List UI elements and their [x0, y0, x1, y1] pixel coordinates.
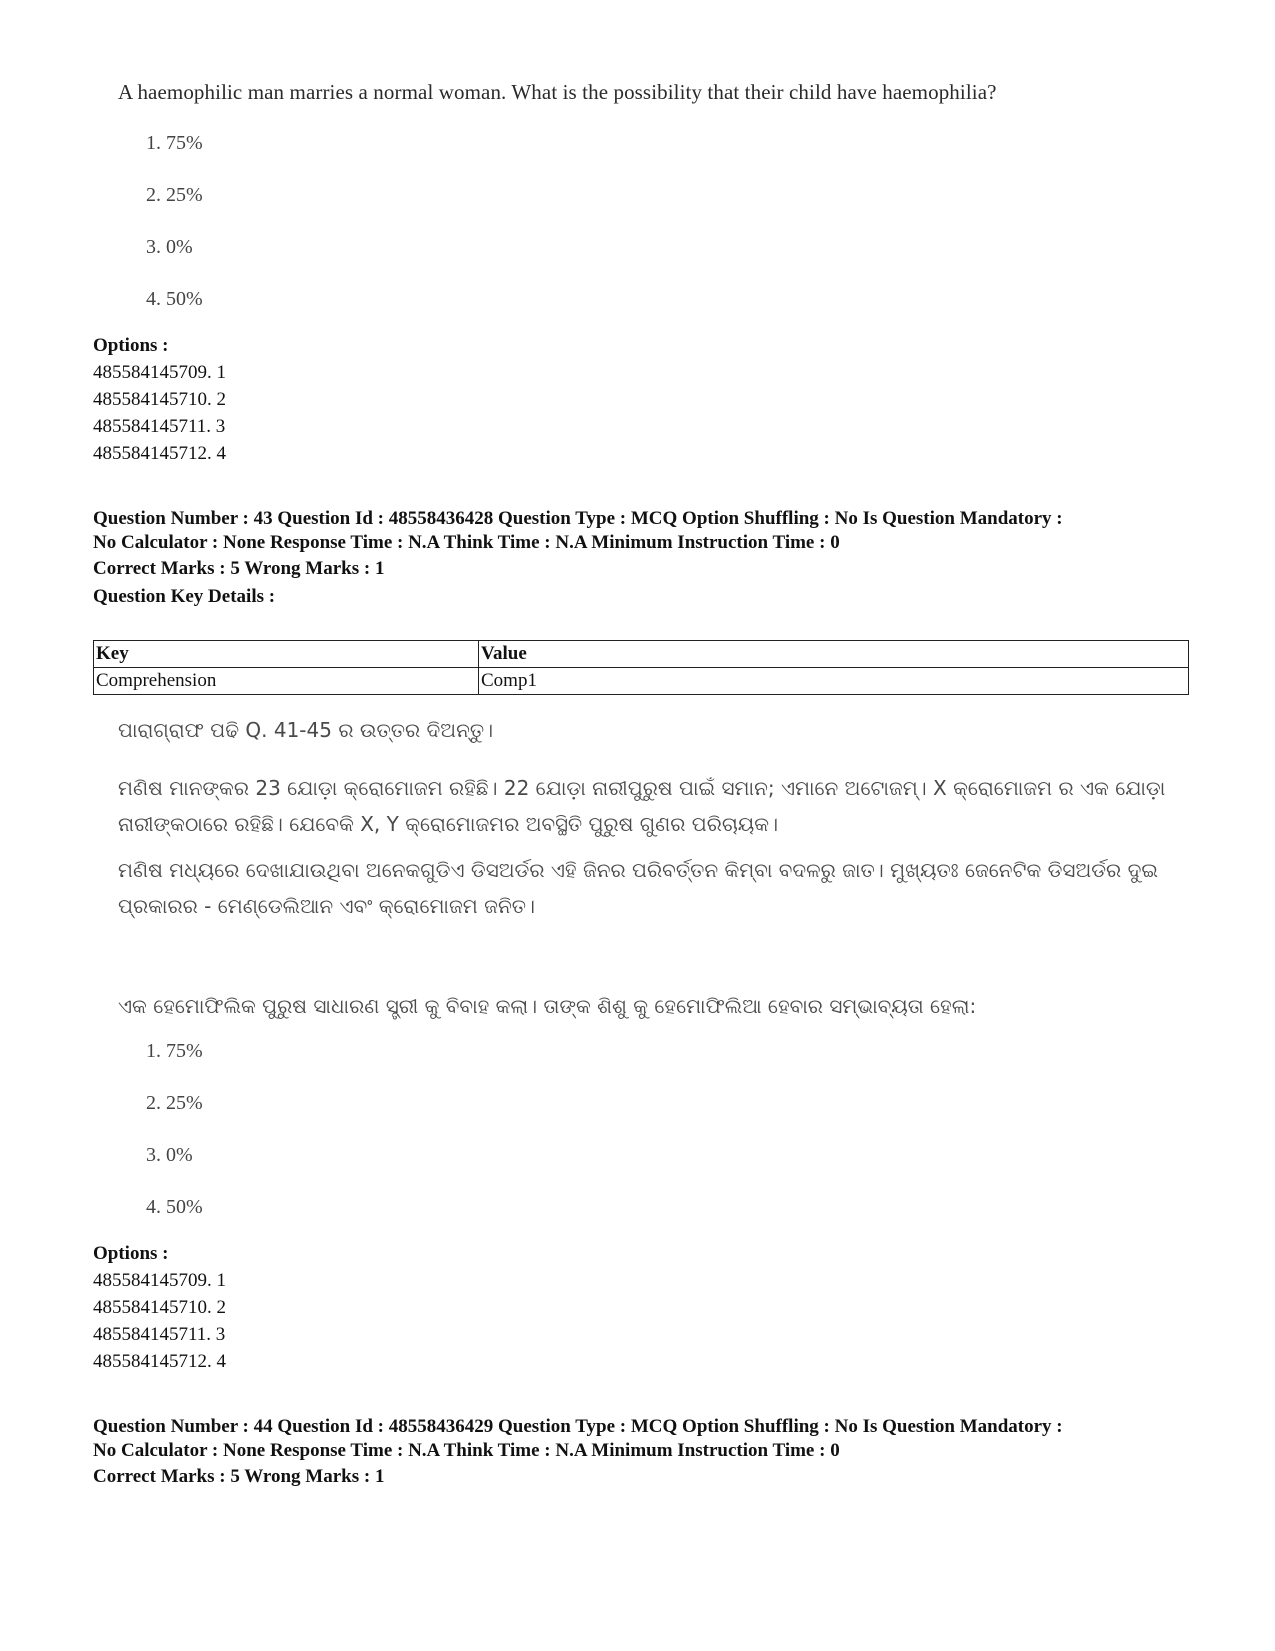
choice-2: 2. 25%	[146, 1092, 203, 1114]
option-id-4: 485584145712. 4	[93, 443, 226, 464]
question-text: A haemophilic man marries a normal woman. What is the possibility that their child have haemophilia?	[118, 80, 997, 104]
passage-instruction: ପାରାଗ୍ରାଫ ପଢି Q. 41-45 ର ଉତ୍ତର ଦିଅନ୍ତୁ।	[118, 718, 494, 742]
choice-4: 4. 50%	[146, 1196, 203, 1218]
option-id-4: 485584145712. 4	[93, 1351, 226, 1372]
key-details-table	[93, 640, 1189, 695]
choice-3: 3. 0%	[146, 236, 193, 258]
table-header-row	[94, 641, 1189, 668]
option-id-2: 485584145710. 2	[93, 389, 226, 410]
option-id-2: 485584145710. 2	[93, 1297, 226, 1318]
choice-3: 3. 0%	[146, 1144, 193, 1166]
passage-paragraph-2: ମଣିଷ ମଧ୍ୟରେ ଦେଖାଯାଉଥିବା ଅନେକଗୁଡିଏ ଡିସଅର୍ଡର ଏହି ଜିନର ପରିବର୍ତ୍ତନ କିମ୍ବା ବଦଳରୁ ଜାତ। ମୁଖ୍ୟତଃ ଜେନେଟିକ ଡିସଅର୍ଡର ଦୁଇ ପ୍ରକାରର - ମେଣ୍ଡେଲିଆନ ଏବଂ କ୍ରୋମୋଜମ ଜନିତ।	[118, 858, 1158, 918]
passage-paragraph-1: ମଣିଷ ମାନଙ୍କର 23 ଯୋଡ଼ା କ୍ରୋମୋଜମ ରହିଛି। 22 ଯୋଡ଼ା ନାରୀପୁରୁଷ ପାଇଁ ସମାନ; ଏମାନେ ଅଟୋଜମ୍। X କ୍ରୋମୋଜମ ର ଏକ ଯୋଡ଼ା ନାରୀଙ୍କଠାରେ ରହିଛି। ଯେବେକି X, Y କ୍ରୋମୋଜମର ଅବସ୍ଥିତି ପୁରୁଷ ଗୁଣର ପରିଚାୟକ।	[118, 776, 1166, 836]
question-meta-line-1: Question Number : 44 Question Id : 48558436429 Question Type : MCQ Option Shuffling : No Is Question Mandatory :	[93, 1416, 1063, 1437]
table-row	[94, 668, 1189, 695]
option-id-3: 485584145711. 3	[93, 416, 226, 437]
table-header-key: Key	[94, 641, 479, 668]
choice-1: 1. 75%	[146, 1040, 203, 1062]
choice-1: 1. 75%	[146, 132, 203, 154]
question-text-odia: ଏକ ହେମୋଫିଲିକ ପୁରୁଷ ସାଧାରଣ ସ୍ତ୍ରୀ କୁ ବିବାହ କଲା। ତାଙ୍କ ଶିଶୁ କୁ ହେମୋଫିଲିଆ ହେବାର ସମ୍ଭାବ୍ୟତା ହେଲା:	[118, 994, 977, 1018]
choice-2: 2. 25%	[146, 184, 203, 206]
question-meta-line-1: Question Number : 43 Question Id : 48558436428 Question Type : MCQ Option Shuffling : No Is Question Mandatory :	[93, 508, 1063, 529]
question-meta-line-2: No Calculator : None Response Time : N.A Think Time : N.A Minimum Instruction Time : 0	[93, 532, 840, 553]
question-meta-line-2: No Calculator : None Response Time : N.A Think Time : N.A Minimum Instruction Time : 0	[93, 1440, 840, 1461]
options-label: Options :	[93, 335, 169, 356]
table-header-value: Value	[479, 641, 1189, 668]
question-meta	[93, 1415, 1213, 1463]
choice-4: 4. 50%	[146, 288, 203, 310]
options-label: Options :	[93, 1243, 169, 1264]
marks-line: Correct Marks : 5 Wrong Marks : 1	[93, 558, 385, 579]
option-id-3: 485584145711. 3	[93, 1324, 226, 1345]
key-details-label: Question Key Details :	[93, 586, 276, 607]
table-cell-key: Comprehension	[94, 668, 479, 695]
marks-line: Correct Marks : 5 Wrong Marks : 1	[93, 1466, 385, 1487]
table-cell-value: Comp1	[479, 668, 1189, 695]
option-id-1: 485584145709. 1	[93, 1270, 226, 1291]
option-id-1: 485584145709. 1	[93, 362, 226, 383]
question-meta	[93, 507, 1213, 555]
